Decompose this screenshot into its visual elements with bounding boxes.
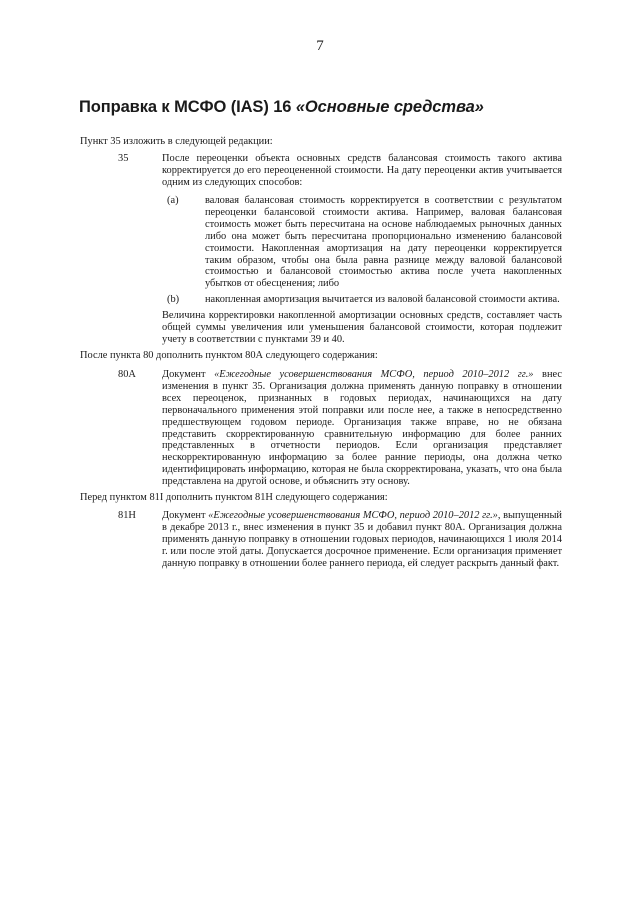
document-title [79,98,579,117]
para-35-item-a-text: валовая балансовая стоимость корректируется в соответствии с результатом переоценки балансовой стоимости актива. Например, валовая балансовая стоимость может быть пересчитана на основе наблюдаемых рыночных данных либо она может быть пересчитана пропорционально изменению балансовой стоимости. Накопленная амортизация на дату переоценки корректируется таким образом, чтобы она была равна разнице между валовой балансовой стоимостью и балансовой стоимостью актива после учета накопленных убытков от обесценения; либо [205,195,562,290]
para-35-closing: Величина корректировки накопленной амортизации основных средств, составляет часть общей суммы увеличения или уменьшения балансовой стоимости, которая подлежит учету в соответствии с пунктами 39 и 40. [162,310,562,345]
para-81h-document-name: «Ежегодные усовершенствования МСФО, период 2010–2012 гг.» [208,510,498,521]
para-35-number: 35 [118,153,129,164]
page-number: 7 [316,38,324,54]
title-main: Поправка к МСФО (IAS) 16 [79,98,296,116]
para-80a-document-name: «Ежегодные усовершенствования МСФО, период 2010–2012 гг.» [214,369,534,380]
para-35-item-b-label: (b) [167,294,180,305]
para-35-item-a-label: (a) [167,195,179,206]
instruction-para-81h: Перед пунктом 81I дополнить пунктом 81H следующего содержания: [80,492,388,503]
title-italic: «Основные средства» [295,98,484,116]
para-35-text: После переоценки объекта основных средств балансовая стоимость такого актива корректируется до его переоцененной стоимости. На дату переоценки актив учитывается одним из следующих способов: [162,153,562,188]
para-81h-text-post: , выпущенный в декабре 2013 г., внес изменения в пункт 35 и добавил пункт 80A. Организация должна применять данную поправку в отношении годовых периодов, начинающихся 1 июля 2014 г. или после этой даты. Допускается досрочное применение. Если организация применяет данную поправку в отношении более раннего периода, ей следует раскрыть данный факт. [162,510,562,569]
para-81h-text-pre: Документ [162,510,209,521]
para-80a-text [162,369,562,488]
para-80a-text-pre: Документ [162,369,215,380]
para-81h-text [162,510,562,570]
para-80a-number: 80А [118,369,136,380]
para-80a-text-post: внес изменения в пункт 35. Организация должна применять данную поправку в отношении всех переоценок, признанных в годовых периодах, начинающихся на дату первоначального применения этой поправки или после нее, а также в непосредственно предшествующем годовом периоде. Организация также вправе, но не обязана представить скорректированную сравнительную информацию для более ранних представленных в отчетности периодов. Если организация представляет нескорректированную информацию за более ранние периоды, она должна четко идентифицировать информацию, которая не была скорректирована, указать, что она была представлена на другой основе, и объяснить эту основу. [162,369,562,488]
para-35-item-b-text: накопленная амортизация вычитается из валовой балансовой стоимости актива. [205,294,560,305]
para-81h-number: 81H [118,510,136,521]
instruction-para-35: Пункт 35 изложить в следующей редакции: [80,136,273,147]
instruction-para-80a: После пункта 80 дополнить пунктом 80А следующего содержания: [80,350,378,361]
